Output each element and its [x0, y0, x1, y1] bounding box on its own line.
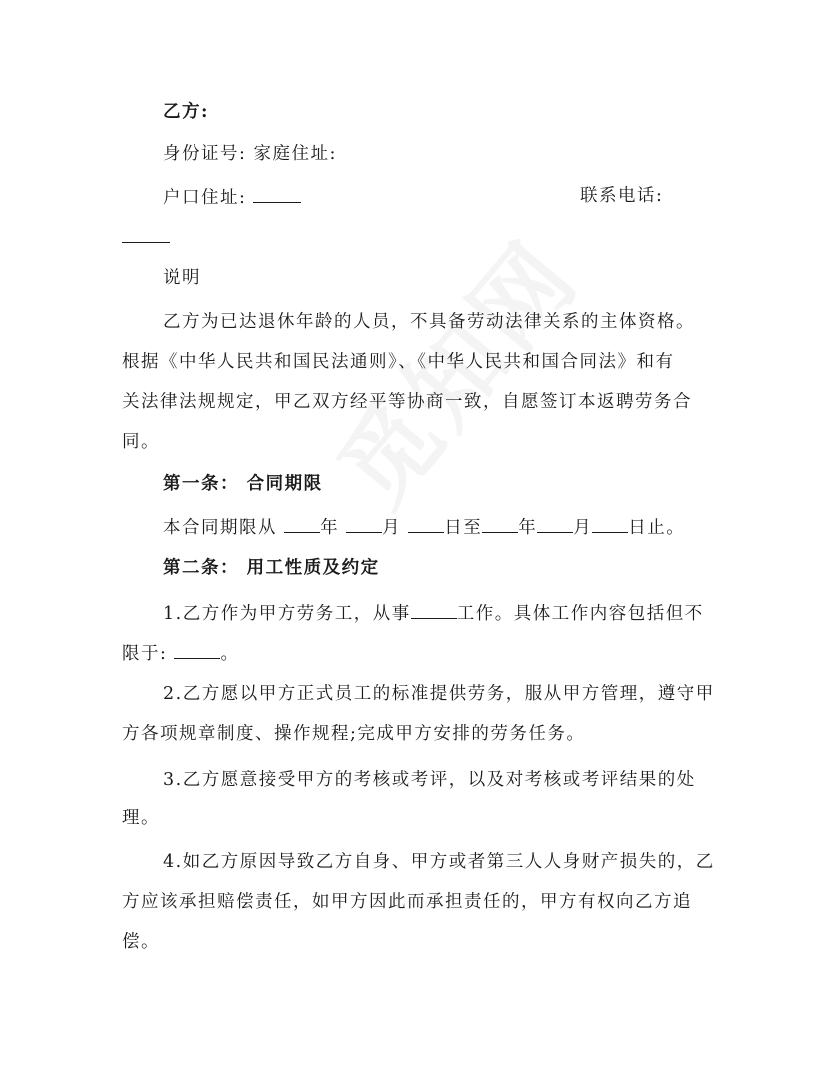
blank — [346, 514, 382, 533]
explanation-line-1: 乙方为已达退休年龄的人员，不具备劳动法律关系的主体资格。 — [163, 312, 695, 332]
id-address-line: 身份证号: 家庭住址: — [163, 144, 337, 164]
term-day-end: 日止。 — [628, 518, 686, 538]
blank — [482, 514, 518, 533]
article-2-item-1b — [122, 640, 239, 666]
term-from: 本合同期限从 — [163, 518, 277, 538]
item1-b: 工作。具体工作内容包括但不 — [456, 604, 704, 624]
term-month-2: 月 — [573, 518, 593, 538]
term-month: 月 — [382, 518, 402, 538]
blank — [408, 514, 444, 533]
item1-c: 限于: — [122, 644, 168, 664]
phone-blank — [122, 242, 170, 243]
article-2-item-4a: 4.如乙方原因导致乙方自身、甲方或者第三人人身财产损失的，乙 — [163, 852, 715, 872]
explanation-heading: 说明 — [163, 268, 201, 288]
item1-d: 。 — [220, 644, 240, 664]
party-b-label: 乙方: — [163, 102, 209, 122]
article-2-heading: 第二条： 用工性质及约定 — [163, 558, 380, 578]
blank — [284, 514, 320, 533]
article-1-heading: 第一条： 合同期限 — [163, 474, 323, 494]
article-1-term — [163, 514, 685, 540]
explanation-line-2: 根据《中华人民共和国民法通则》、《中华人民共和国合同法》和有 — [122, 352, 675, 372]
article-2-item-4b: 方应该承担赔偿责任，如甲方因此而承担责任的，甲方有权向乙方追 — [122, 892, 692, 912]
article-2-item-2b: 方各项规章制度、操作规程;完成甲方安排的劳务任务。 — [122, 724, 586, 744]
article-2-item-2a: 2.乙方愿以甲方正式员工的标准提供劳务，服从甲方管理，遵守甲 — [163, 684, 715, 704]
article-2-item-3b: 理。 — [122, 808, 160, 828]
explanation-line-3: 关法律法规规定，甲乙双方经平等协商一致，自愿签订本返聘劳务合 — [122, 392, 692, 412]
hukou-line — [163, 184, 301, 210]
term-year: 年 — [320, 518, 340, 538]
term-day-to: 日至 — [444, 518, 483, 538]
term-year-2: 年 — [518, 518, 538, 538]
hukou-blank — [253, 184, 301, 203]
explanation-line-4: 同。 — [122, 432, 160, 452]
blank — [411, 600, 457, 619]
article-2-item-4c: 偿。 — [122, 932, 160, 952]
blank — [174, 640, 220, 659]
item1-a: 1.乙方作为甲方劳务工，从事 — [163, 604, 411, 624]
article-2-item-3a: 3.乙方愿意接受甲方的考核或考评，以及对考核或考评结果的处 — [163, 770, 696, 790]
article-2-item-1a — [163, 600, 704, 626]
phone-label: 联系电话: — [580, 186, 664, 206]
blank — [592, 514, 628, 533]
hukou-label: 户口住址: — [163, 188, 247, 208]
blank — [537, 514, 573, 533]
